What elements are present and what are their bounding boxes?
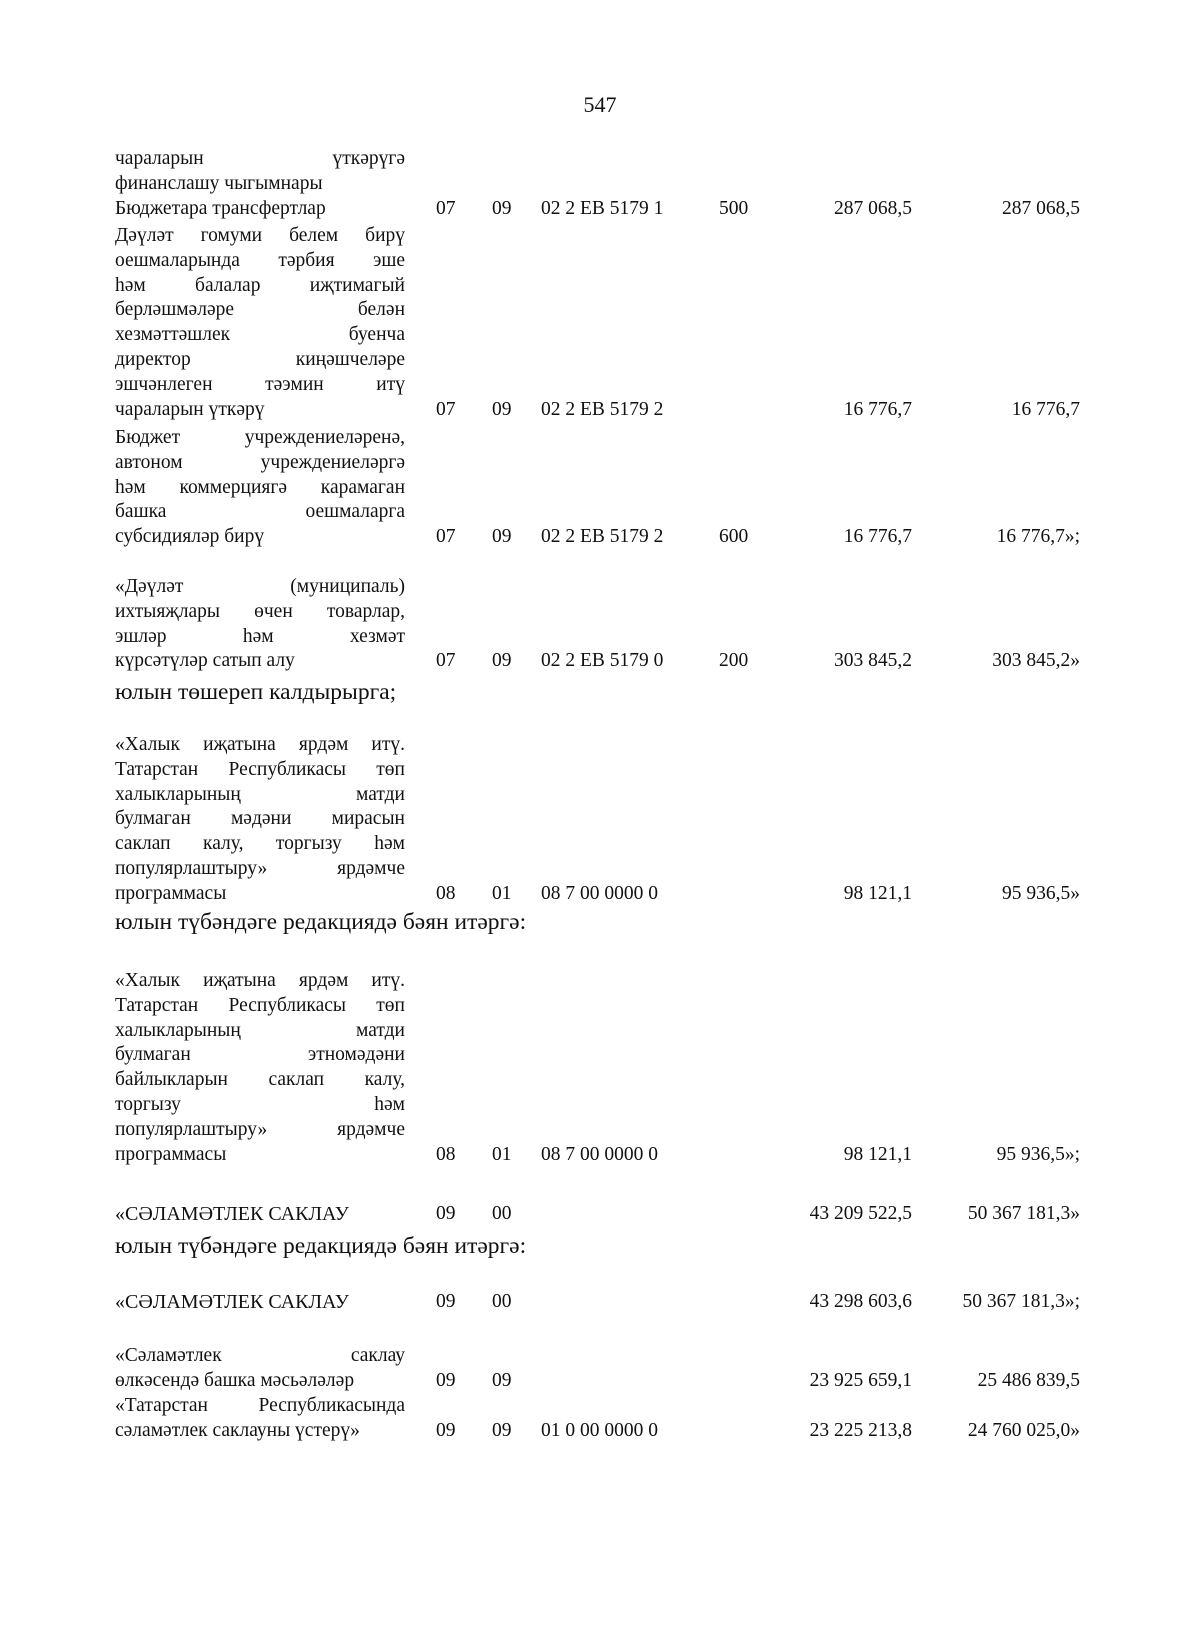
row-name bbox=[115, 1344, 405, 1394]
row-subsection: 09 bbox=[492, 398, 512, 420]
row-name-line: саклап калу, торгызу һәм bbox=[115, 833, 405, 855]
row-amount-year-1: 23 925 659,1 bbox=[809, 1369, 912, 1391]
row-name-line: чараларын үткәрүгә bbox=[115, 148, 405, 169]
heading-health-new-amount-1: 43 298 603,6 bbox=[809, 1291, 912, 1312]
row-expense-type: 200 bbox=[719, 650, 749, 672]
row-section: 09 bbox=[436, 1419, 456, 1441]
row-subsection: 01 bbox=[492, 1143, 512, 1165]
row-name-line: директор киңәшчеләре bbox=[115, 348, 405, 370]
row-name-line: программасы bbox=[115, 1143, 227, 1165]
row-name-line: «Татарстан Республикасында bbox=[115, 1395, 405, 1416]
heading-health-old-amount-1: 43 209 522,5 bbox=[809, 1203, 912, 1224]
heading-health-old-section: 09 bbox=[436, 1203, 456, 1224]
row-subsection: 09 bbox=[492, 526, 512, 548]
row-name bbox=[115, 575, 405, 674]
row-name-line: финанслашу чыгымнары bbox=[115, 172, 323, 194]
instruction-restate-2: юлын түбәндәге редакциядә бәян итәргә: bbox=[115, 1233, 527, 1259]
row-amount-year-2: 95 936,5»; bbox=[996, 1143, 1080, 1165]
row-name-line: популярлаштыру» ярдәмче bbox=[115, 857, 405, 879]
row-subsection: 09 bbox=[492, 650, 512, 672]
row-amount-year-2: 16 776,7 bbox=[1011, 398, 1080, 420]
row-target-article: 02 2 ЕВ 5179 0 bbox=[541, 650, 664, 672]
row-name-line: ихтыяҗлары өчен товарлар, bbox=[115, 600, 405, 622]
row-section: 07 bbox=[436, 198, 456, 219]
row-amount-year-2: 287 068,5 bbox=[1002, 198, 1080, 219]
heading-health-new-section: 09 bbox=[436, 1291, 456, 1312]
row-amount-year-1: 23 225 213,8 bbox=[809, 1419, 912, 1441]
row-name-line: эшчәнлеген тәэмин итү bbox=[115, 373, 405, 395]
row-amount-year-1: 16 776,7 bbox=[843, 398, 912, 420]
row-section: 08 bbox=[436, 1143, 456, 1165]
instruction-restate-1: юлын түбәндәге редакциядә бәян итәргә: bbox=[115, 909, 527, 935]
row-name-line: булмаган этномәдәни bbox=[115, 1044, 405, 1066]
row-target-article: 01 0 00 0000 0 bbox=[541, 1419, 658, 1441]
row-target-article: 02 2 ЕВ 5179 1 bbox=[541, 198, 664, 219]
row-name-line: Бюджет учреждениеләренә, bbox=[115, 427, 405, 448]
row-name-line: Бюджетара трансфертлар bbox=[115, 198, 326, 219]
row-name-line: популярлаштыру» ярдәмче bbox=[115, 1118, 405, 1140]
heading-health-old: «СӘЛАМӘТЛЕК САКЛАУ bbox=[115, 1203, 349, 1225]
row-name-line: хезмәттәшлек буенча bbox=[115, 324, 405, 346]
row-name-line: булмаган мәдәни мирасын bbox=[115, 808, 405, 830]
row-amount-year-1: 303 845,2 bbox=[834, 650, 912, 672]
row-name-line: «Халык иҗатына ярдәм итү. bbox=[115, 734, 405, 755]
row-expense-type: 500 bbox=[719, 198, 749, 219]
row-name-line: берләшмәләре белән bbox=[115, 299, 405, 321]
row-name-line: торгызу һәм bbox=[115, 1093, 405, 1115]
row-name-line: башка оешмаларга bbox=[115, 501, 405, 523]
row-name-line: һәм балалар иҗтимагый bbox=[115, 274, 405, 296]
row-name-line: өлкәсендә башка мәсьәләләр bbox=[115, 1369, 355, 1391]
row-name-line: «Дәүләт (муниципаль) bbox=[115, 576, 405, 597]
row-target-article: 02 2 ЕВ 5179 2 bbox=[541, 398, 664, 420]
row-name-line: чараларын үткәрү bbox=[115, 398, 265, 420]
row-name-line: субсидияләр бирү bbox=[115, 526, 265, 548]
page-number: 547 bbox=[583, 92, 617, 117]
row-name-line: оешмаларында тәрбия эше bbox=[115, 249, 405, 271]
heading-health-old-amount-2: 50 367 181,3» bbox=[967, 1203, 1080, 1224]
row-amount-year-1: 98 121,1 bbox=[843, 882, 912, 904]
heading-health-old-subsection: 00 bbox=[492, 1203, 512, 1224]
row-name-line: байлыкларын саклап калу, bbox=[115, 1069, 405, 1091]
row-name-line: Татарстан Республикасы төп bbox=[115, 758, 405, 780]
row-section: 07 bbox=[436, 650, 456, 672]
row-section: 09 bbox=[436, 1369, 456, 1391]
row-name bbox=[115, 1394, 405, 1444]
row-expense-type: 600 bbox=[719, 526, 749, 548]
row-amount-year-2: 16 776,7»; bbox=[996, 526, 1080, 548]
row-name-line: халыкларының матди bbox=[115, 1019, 405, 1041]
row-section: 08 bbox=[436, 882, 456, 904]
row-name-line: программасы bbox=[115, 882, 227, 904]
row-amount-year-1: 287 068,5 bbox=[834, 198, 912, 219]
row-subsection: 09 bbox=[492, 1369, 512, 1391]
row-name-line: һәм коммерциягә карамаган bbox=[115, 476, 405, 498]
row-amount-year-2: 25 486 839,5 bbox=[977, 1369, 1080, 1391]
row-name-line: «Халык иҗатына ярдәм итү. bbox=[115, 970, 405, 991]
row-name bbox=[115, 733, 405, 907]
row-section: 07 bbox=[436, 398, 456, 420]
row-name bbox=[115, 224, 405, 422]
heading-health-new-amount-2: 50 367 181,3»; bbox=[962, 1291, 1080, 1312]
row-name bbox=[115, 147, 405, 197]
row-amount-year-2: 303 845,2» bbox=[992, 650, 1080, 672]
row-section: 07 bbox=[436, 526, 456, 548]
row-amount-year-2: 95 936,5» bbox=[1002, 882, 1080, 904]
row-name-line: сәламәтлек саклауны үстерү» bbox=[115, 1419, 360, 1441]
row-name-line: «Сәламәтлек саклау bbox=[115, 1345, 405, 1366]
row-target-article: 08 7 00 0000 0 bbox=[541, 882, 658, 904]
heading-health-new-subsection: 00 bbox=[492, 1291, 512, 1312]
row-name-line: автоном учреждениеләргә bbox=[115, 451, 405, 473]
row-name-line: халыкларының матди bbox=[115, 783, 405, 805]
row-name-line: эшләр һәм хезмәт bbox=[115, 625, 405, 647]
row-name bbox=[115, 969, 405, 1167]
row-name-line: Дәүләт гомуми белем бирү bbox=[115, 225, 405, 246]
row-amount-year-2: 24 760 025,0» bbox=[967, 1419, 1080, 1441]
row-amount-year-1: 16 776,7 bbox=[843, 526, 912, 548]
row-name-line: Татарстан Республикасы төп bbox=[115, 994, 405, 1016]
row-subsection: 09 bbox=[492, 198, 512, 219]
row-amount-year-1: 98 121,1 bbox=[843, 1143, 912, 1165]
row-target-article: 02 2 ЕВ 5179 2 bbox=[541, 526, 664, 548]
instruction-delete: юлын төшереп калдырырга; bbox=[115, 679, 397, 705]
row-name-line: күрсәтүләр сатып алу bbox=[115, 650, 295, 672]
heading-health-new: «СӘЛАМӘТЛЕК САКЛАУ bbox=[115, 1291, 349, 1313]
row-target-article: 08 7 00 0000 0 bbox=[541, 1143, 658, 1165]
row-subsection: 01 bbox=[492, 882, 512, 904]
row-name bbox=[115, 197, 405, 222]
row-subsection: 09 bbox=[492, 1419, 512, 1441]
row-name bbox=[115, 426, 405, 550]
